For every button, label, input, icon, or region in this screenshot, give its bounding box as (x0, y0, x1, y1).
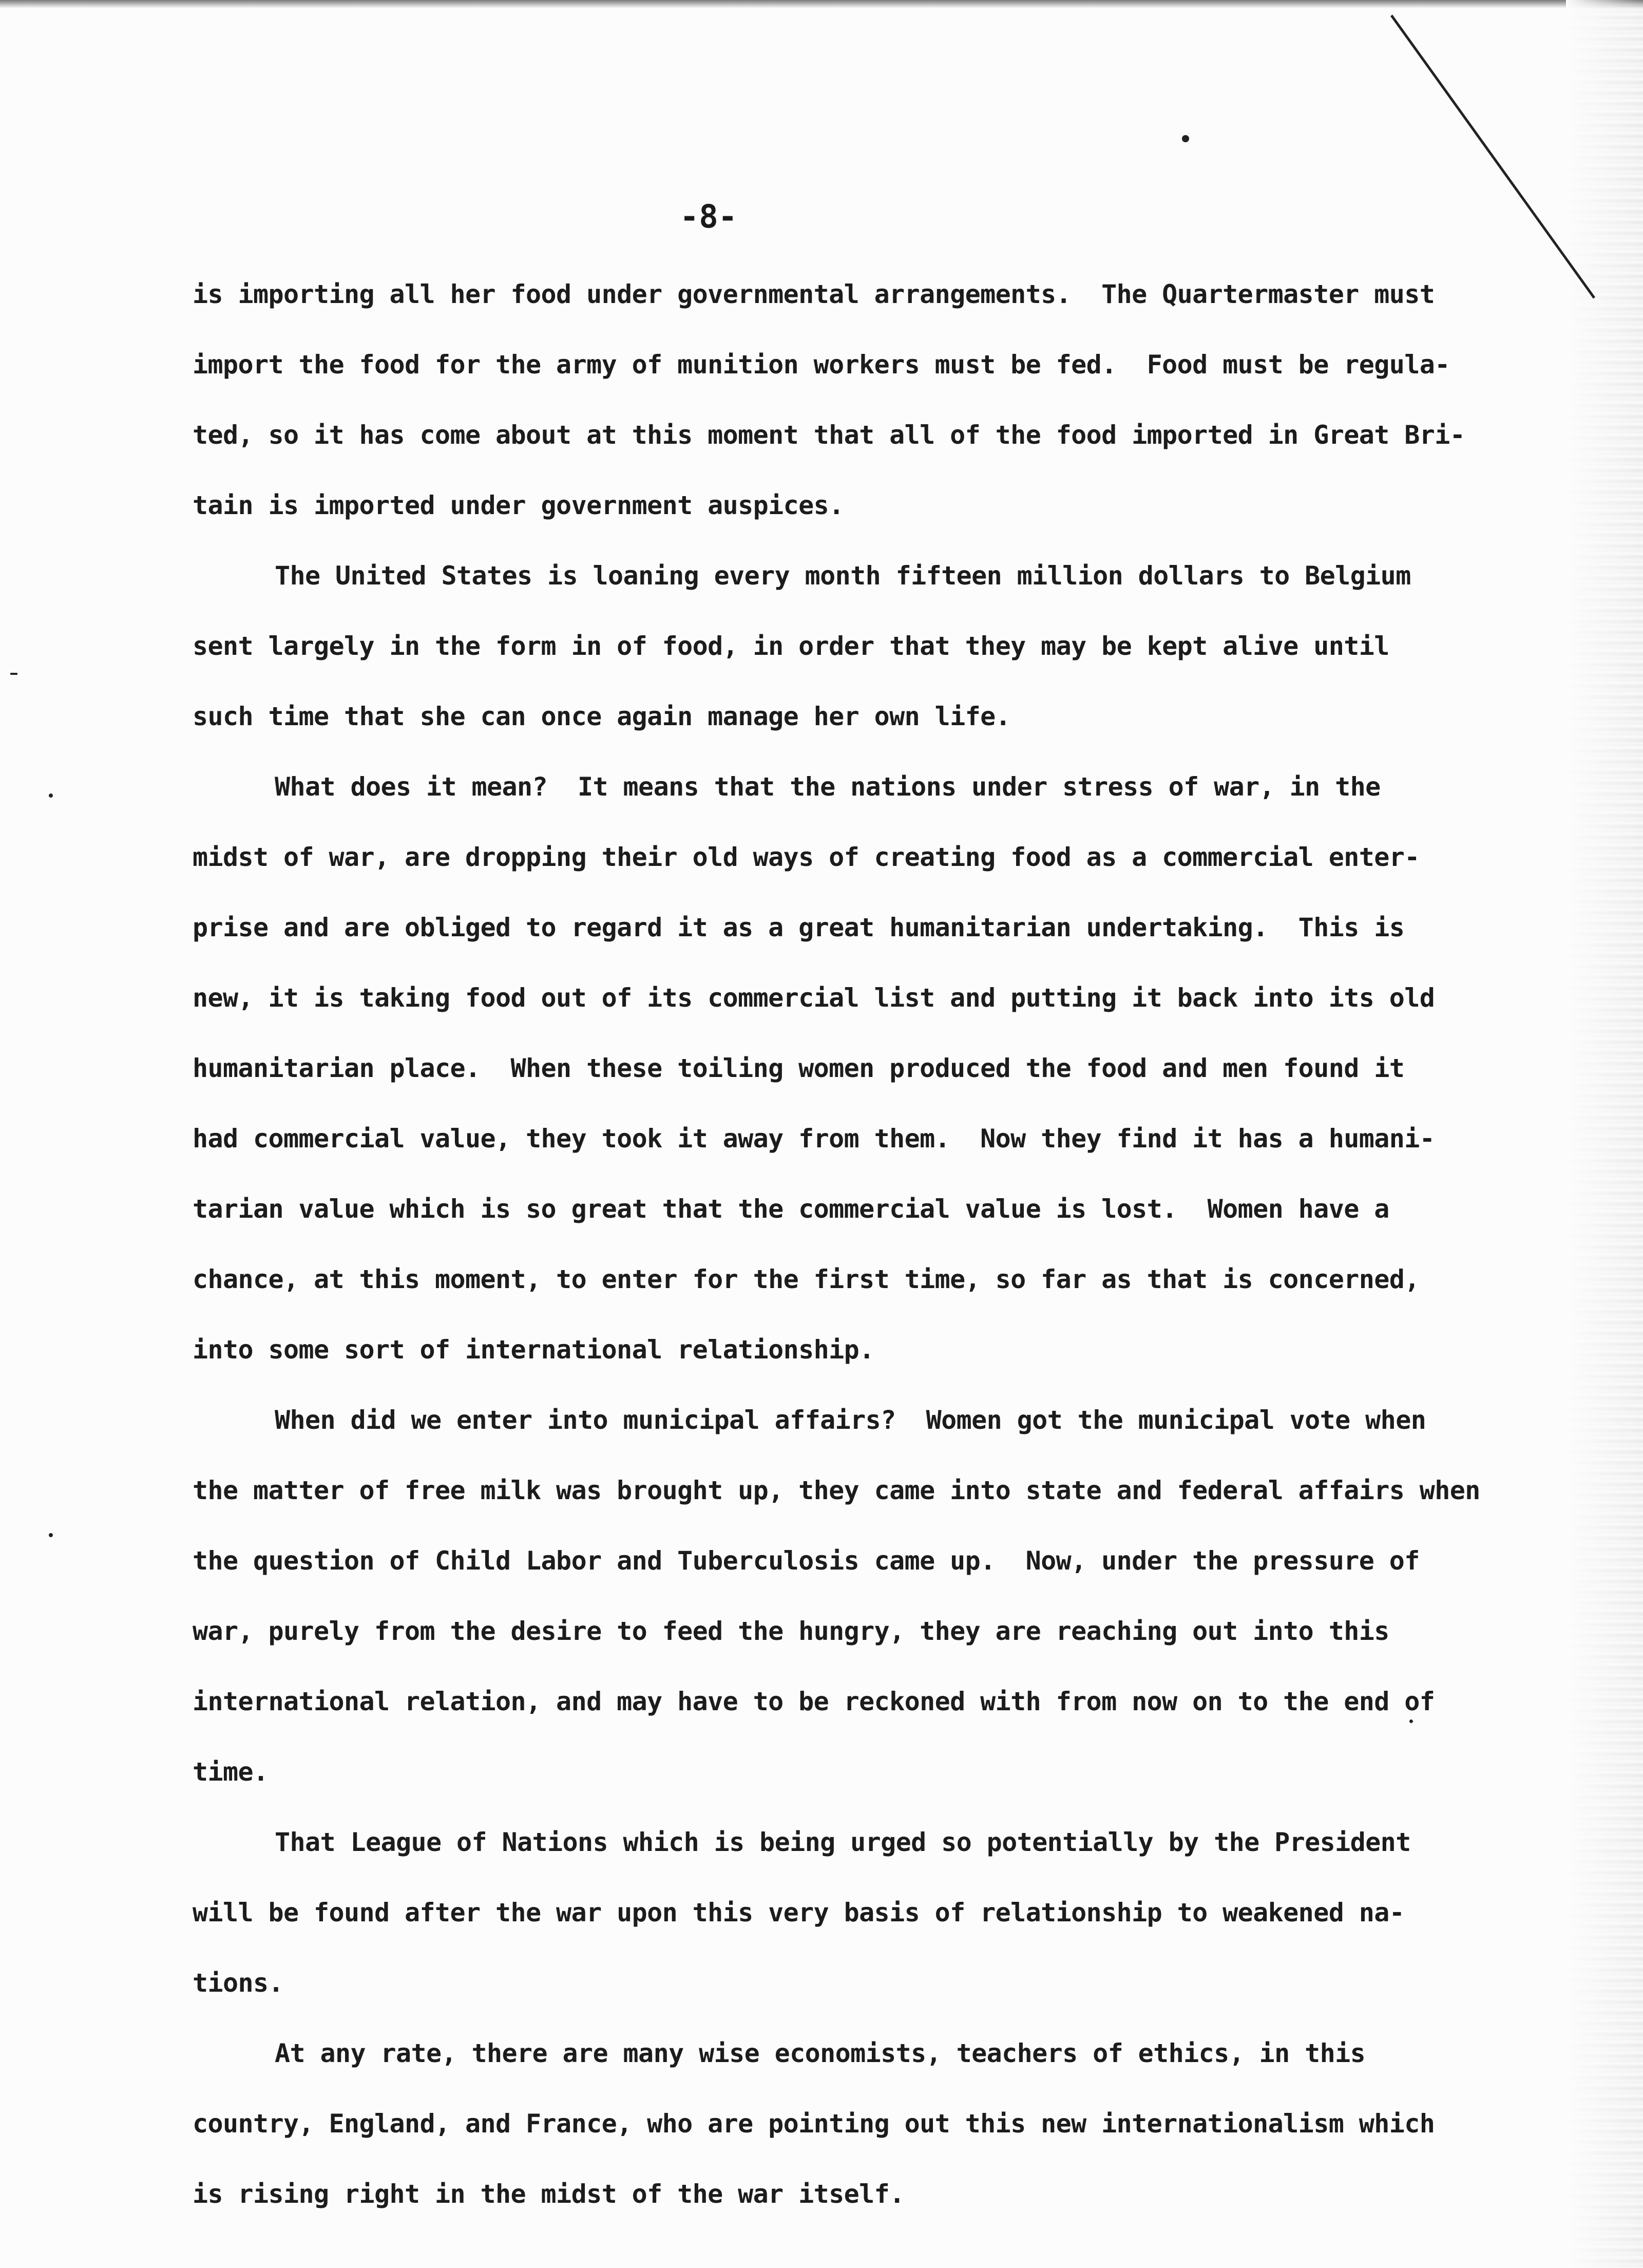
text-line: At any rate, there are many wise economists, teachers of ethics, in this (275, 2038, 1366, 2068)
text-line: war, purely from the desire to feed the hungry, they are reaching out into this (193, 1616, 1389, 1646)
text-line: is rising right in the midst of the war itself. (193, 2179, 905, 2209)
text-line: ted, so it has come about at this moment that all of the food imported in Great Bri- (193, 420, 1465, 450)
text-line: international relation, and may have to be reckoned with from now on to the end of (193, 1687, 1435, 1716)
document-body (193, 259, 1599, 2229)
text-line: the question of Child Labor and Tuberculosis came up. Now, under the pressure of (193, 1546, 1420, 1576)
text-line: prise and are obliged to regard it as a great humanitarian undertaking. This is (193, 913, 1405, 942)
ink-speck (1182, 135, 1189, 142)
paragraph (193, 752, 1599, 1385)
text-line: tain is imported under government auspices. (193, 490, 844, 520)
text-line: tarian value which is so great that the commercial value is lost. Women have a (193, 1194, 1389, 1224)
text-line: country, England, and France, who are pointing out this new internationalism which (193, 2109, 1435, 2139)
text-line: had commercial value, they took it away from them. Now they find it has a humani- (193, 1124, 1435, 1154)
text-line: will be found after the war upon this very basis of relationship to weakened na- (193, 1898, 1405, 1927)
text-line: tions. (193, 1968, 284, 1998)
text-line: That League of Nations which is being urged so potentially by the President (275, 1827, 1411, 1857)
text-line: When did we enter into municipal affairs? Women got the municipal vote when (275, 1405, 1426, 1435)
text-line: time. (193, 1757, 269, 1787)
text-line: humanitarian place. When these toiling women produced the food and men found it (193, 1053, 1405, 1083)
paragraph (193, 1385, 1599, 1807)
paragraph (193, 259, 1599, 541)
text-line: the matter of free milk was brought up, they came into state and federal affairs when (193, 1476, 1480, 1505)
text-line: midst of war, are dropping their old ways of creating food as a commercial enter- (193, 842, 1420, 872)
text-line: such time that she can once again manage her own life. (193, 702, 1011, 731)
text-line: import the food for the army of munition workers must be fed. Food must be regula- (193, 350, 1450, 380)
text-line: chance, at this moment, to enter for the first time, so far as that is concerned, (193, 1264, 1420, 1294)
ink-speck (49, 793, 53, 798)
text-line: new, it is taking food out of its commercial list and putting it back into its old (193, 983, 1435, 1013)
paragraph (193, 541, 1599, 752)
ink-speck (49, 1533, 53, 1537)
text-line: The United States is loaning every month fifteen million dollars to Belgium (275, 561, 1411, 591)
page-number: -8- (680, 198, 737, 235)
text-line: into some sort of international relationship. (193, 1335, 874, 1365)
text-line: What does it mean? It means that the nations under stress of war, in the (275, 772, 1381, 802)
text-line: sent largely in the form in of food, in order that they may be kept alive until (193, 631, 1389, 661)
text-line: is importing all her food under governmental arrangements. The Quartermaster must (193, 279, 1435, 309)
ink-speck (10, 673, 17, 675)
paragraph (193, 2018, 1599, 2229)
paragraph (193, 1807, 1599, 2018)
